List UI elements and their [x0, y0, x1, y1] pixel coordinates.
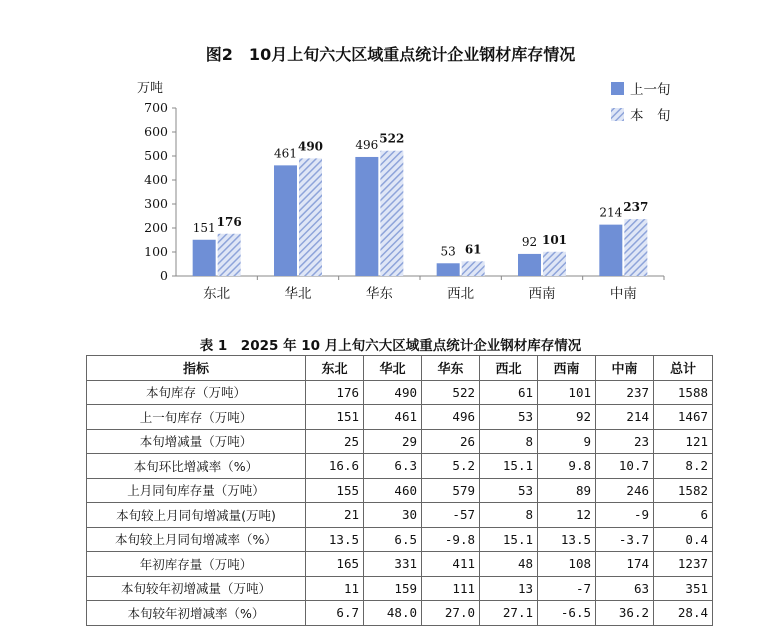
row-label: 上月同旬库存量（万吨） — [87, 478, 306, 503]
table-cell: 25 — [306, 429, 364, 454]
table-cell: 8 — [480, 429, 538, 454]
table-cell: 1588 — [654, 380, 713, 405]
row-label: 本旬较年初增减率（%） — [87, 601, 306, 626]
column-header: 华北 — [364, 356, 422, 381]
table-cell: 176 — [306, 380, 364, 405]
table-cell: 13.5 — [538, 527, 596, 552]
bar-data-label: 92 — [521, 234, 538, 249]
y-tick-label: 300 — [144, 196, 168, 211]
table-cell: -57 — [422, 503, 480, 528]
table-cell: 331 — [364, 552, 422, 577]
table-row — [87, 552, 713, 577]
table-cell: 48 — [480, 552, 538, 577]
table-cell: 1467 — [654, 405, 713, 430]
table-cell: 214 — [596, 405, 654, 430]
row-label: 上一旬库存（万吨） — [87, 405, 306, 430]
table-cell: 579 — [422, 478, 480, 503]
table-cell: -9 — [596, 503, 654, 528]
x-tick-label: 中南 — [609, 286, 637, 302]
row-label: 本旬较上月同旬增减率（%） — [87, 527, 306, 552]
column-header: 西南 — [538, 356, 596, 381]
bar-current-period — [218, 234, 241, 276]
x-tick-label: 西南 — [528, 286, 556, 302]
legend-swatch — [611, 108, 624, 121]
y-tick-label: 700 — [144, 100, 168, 115]
table-cell: 36.2 — [596, 601, 654, 626]
table-cell: 155 — [306, 478, 364, 503]
table-cell: 63 — [596, 576, 654, 601]
table-row — [87, 405, 713, 430]
table-row — [87, 527, 713, 552]
table-cell: -9.8 — [422, 527, 480, 552]
x-tick-label: 西北 — [447, 286, 475, 302]
table-row — [87, 601, 713, 626]
table-cell: -7 — [538, 576, 596, 601]
table-cell: 10.7 — [596, 454, 654, 479]
table-cell: 61 — [480, 380, 538, 405]
table-cell: 29 — [364, 429, 422, 454]
table-cell: 165 — [306, 552, 364, 577]
table-cell: 411 — [422, 552, 480, 577]
table-cell: 0.4 — [654, 527, 713, 552]
row-label: 本旬环比增减率（%） — [87, 454, 306, 479]
table-cell: 490 — [364, 380, 422, 405]
x-tick-label: 华东 — [365, 286, 393, 302]
bar-data-label: 53 — [440, 244, 456, 259]
table-cell: 13 — [480, 576, 538, 601]
y-tick-label: 600 — [144, 124, 168, 139]
bar-prev-period — [599, 225, 622, 276]
row-label: 本旬库存（万吨） — [87, 380, 306, 405]
bar-prev-period — [193, 240, 216, 276]
table-cell: 21 — [306, 503, 364, 528]
y-tick-label: 0 — [160, 268, 168, 283]
legend-label: 上一旬 — [630, 82, 671, 98]
bar-data-label: 101 — [541, 232, 568, 247]
table-cell: 92 — [538, 405, 596, 430]
table-cell: 30 — [364, 503, 422, 528]
y-tick-label: 100 — [144, 244, 168, 259]
bar-data-label: 461 — [274, 146, 297, 161]
table-cell: 48.0 — [364, 601, 422, 626]
row-label: 本旬较年初增减量（万吨） — [87, 576, 306, 601]
table-cell: 6.3 — [364, 454, 422, 479]
table-row — [87, 454, 713, 479]
column-header-indicator: 指标 — [87, 356, 306, 381]
table-cell: 15.1 — [480, 454, 538, 479]
column-header: 总计 — [654, 356, 713, 381]
table-cell: 111 — [422, 576, 480, 601]
table-row — [87, 503, 713, 528]
table-cell: 101 — [538, 380, 596, 405]
table-cell: 174 — [596, 552, 654, 577]
bar-data-label: 176 — [216, 214, 242, 229]
table-cell: 6 — [654, 503, 713, 528]
bar-data-label: 490 — [297, 139, 324, 154]
table-cell: 27.1 — [480, 601, 538, 626]
table-cell: 8 — [480, 503, 538, 528]
table-cell: 121 — [654, 429, 713, 454]
chart-title: 图2 10月上旬六大区域重点统计企业钢材库存情况 — [205, 45, 576, 64]
bar-data-label: 496 — [355, 137, 379, 152]
table-cell: 13.5 — [306, 527, 364, 552]
y-tick-label: 200 — [144, 220, 168, 235]
table-cell: -3.7 — [596, 527, 654, 552]
table-cell: -6.5 — [538, 601, 596, 626]
legend-swatch — [611, 82, 624, 95]
table-cell: 23 — [596, 429, 654, 454]
table-cell: 53 — [480, 405, 538, 430]
table-cell: 496 — [422, 405, 480, 430]
column-header: 东北 — [306, 356, 364, 381]
table-cell: 89 — [538, 478, 596, 503]
bar-prev-period — [437, 263, 460, 276]
table-row — [87, 576, 713, 601]
bar-prev-period — [518, 254, 541, 276]
bar-current-period — [299, 158, 322, 276]
bar-data-label: 61 — [464, 242, 482, 257]
table-cell: 237 — [596, 380, 654, 405]
table-cell: 6.5 — [364, 527, 422, 552]
table-cell: 12 — [538, 503, 596, 528]
column-header: 中南 — [596, 356, 654, 381]
y-axis-label: 万吨 — [136, 81, 164, 96]
bar-data-label: 237 — [623, 200, 649, 215]
column-header: 华东 — [422, 356, 480, 381]
table-cell: 1582 — [654, 478, 713, 503]
table-cell: 26 — [422, 429, 480, 454]
bar-data-label: 214 — [599, 205, 623, 220]
table-cell: 9 — [538, 429, 596, 454]
x-tick-label: 华北 — [284, 286, 312, 302]
table-title: 表 1 2025 年 10 月上旬六大区域重点统计企业钢材库存情况 — [199, 338, 582, 354]
row-label: 本旬增减量（万吨） — [87, 429, 306, 454]
bar-current-period — [462, 261, 485, 276]
table-cell: 159 — [364, 576, 422, 601]
table-row — [87, 478, 713, 503]
table-cell: 5.2 — [422, 454, 480, 479]
column-header: 西北 — [480, 356, 538, 381]
bar-prev-period — [355, 157, 378, 276]
table-cell: 151 — [306, 405, 364, 430]
table-cell: 460 — [364, 478, 422, 503]
table-cell: 28.4 — [654, 601, 713, 626]
bar-data-label: 151 — [192, 220, 216, 235]
table-cell: 11 — [306, 576, 364, 601]
bar-data-label: 522 — [379, 131, 405, 146]
table-cell: 16.6 — [306, 454, 364, 479]
bar-prev-period — [274, 165, 297, 276]
x-tick-label: 东北 — [203, 286, 231, 302]
table-row — [87, 429, 713, 454]
table-cell: 8.2 — [654, 454, 713, 479]
table-cell: 27.0 — [422, 601, 480, 626]
legend-label: 本 旬 — [630, 108, 671, 124]
table-cell: 1237 — [654, 552, 713, 577]
table-cell: 246 — [596, 478, 654, 503]
y-tick-label: 400 — [144, 172, 168, 187]
table-cell: 15.1 — [480, 527, 538, 552]
bar-current-period — [624, 219, 647, 276]
row-label: 年初库存量（万吨） — [87, 552, 306, 577]
row-label: 本旬较上月同旬增减量(万吨) — [87, 503, 306, 528]
table-cell: 351 — [654, 576, 713, 601]
table-cell: 6.7 — [306, 601, 364, 626]
bar-current-period — [543, 252, 566, 276]
y-tick-label: 500 — [144, 148, 168, 163]
table-cell: 108 — [538, 552, 596, 577]
bar-current-period — [380, 151, 403, 276]
inventory-table — [86, 355, 713, 626]
table-row — [87, 380, 713, 405]
table-cell: 53 — [480, 478, 538, 503]
table-header-row — [87, 356, 713, 381]
table-cell: 9.8 — [538, 454, 596, 479]
table-cell: 461 — [364, 405, 422, 430]
table-cell: 522 — [422, 380, 480, 405]
